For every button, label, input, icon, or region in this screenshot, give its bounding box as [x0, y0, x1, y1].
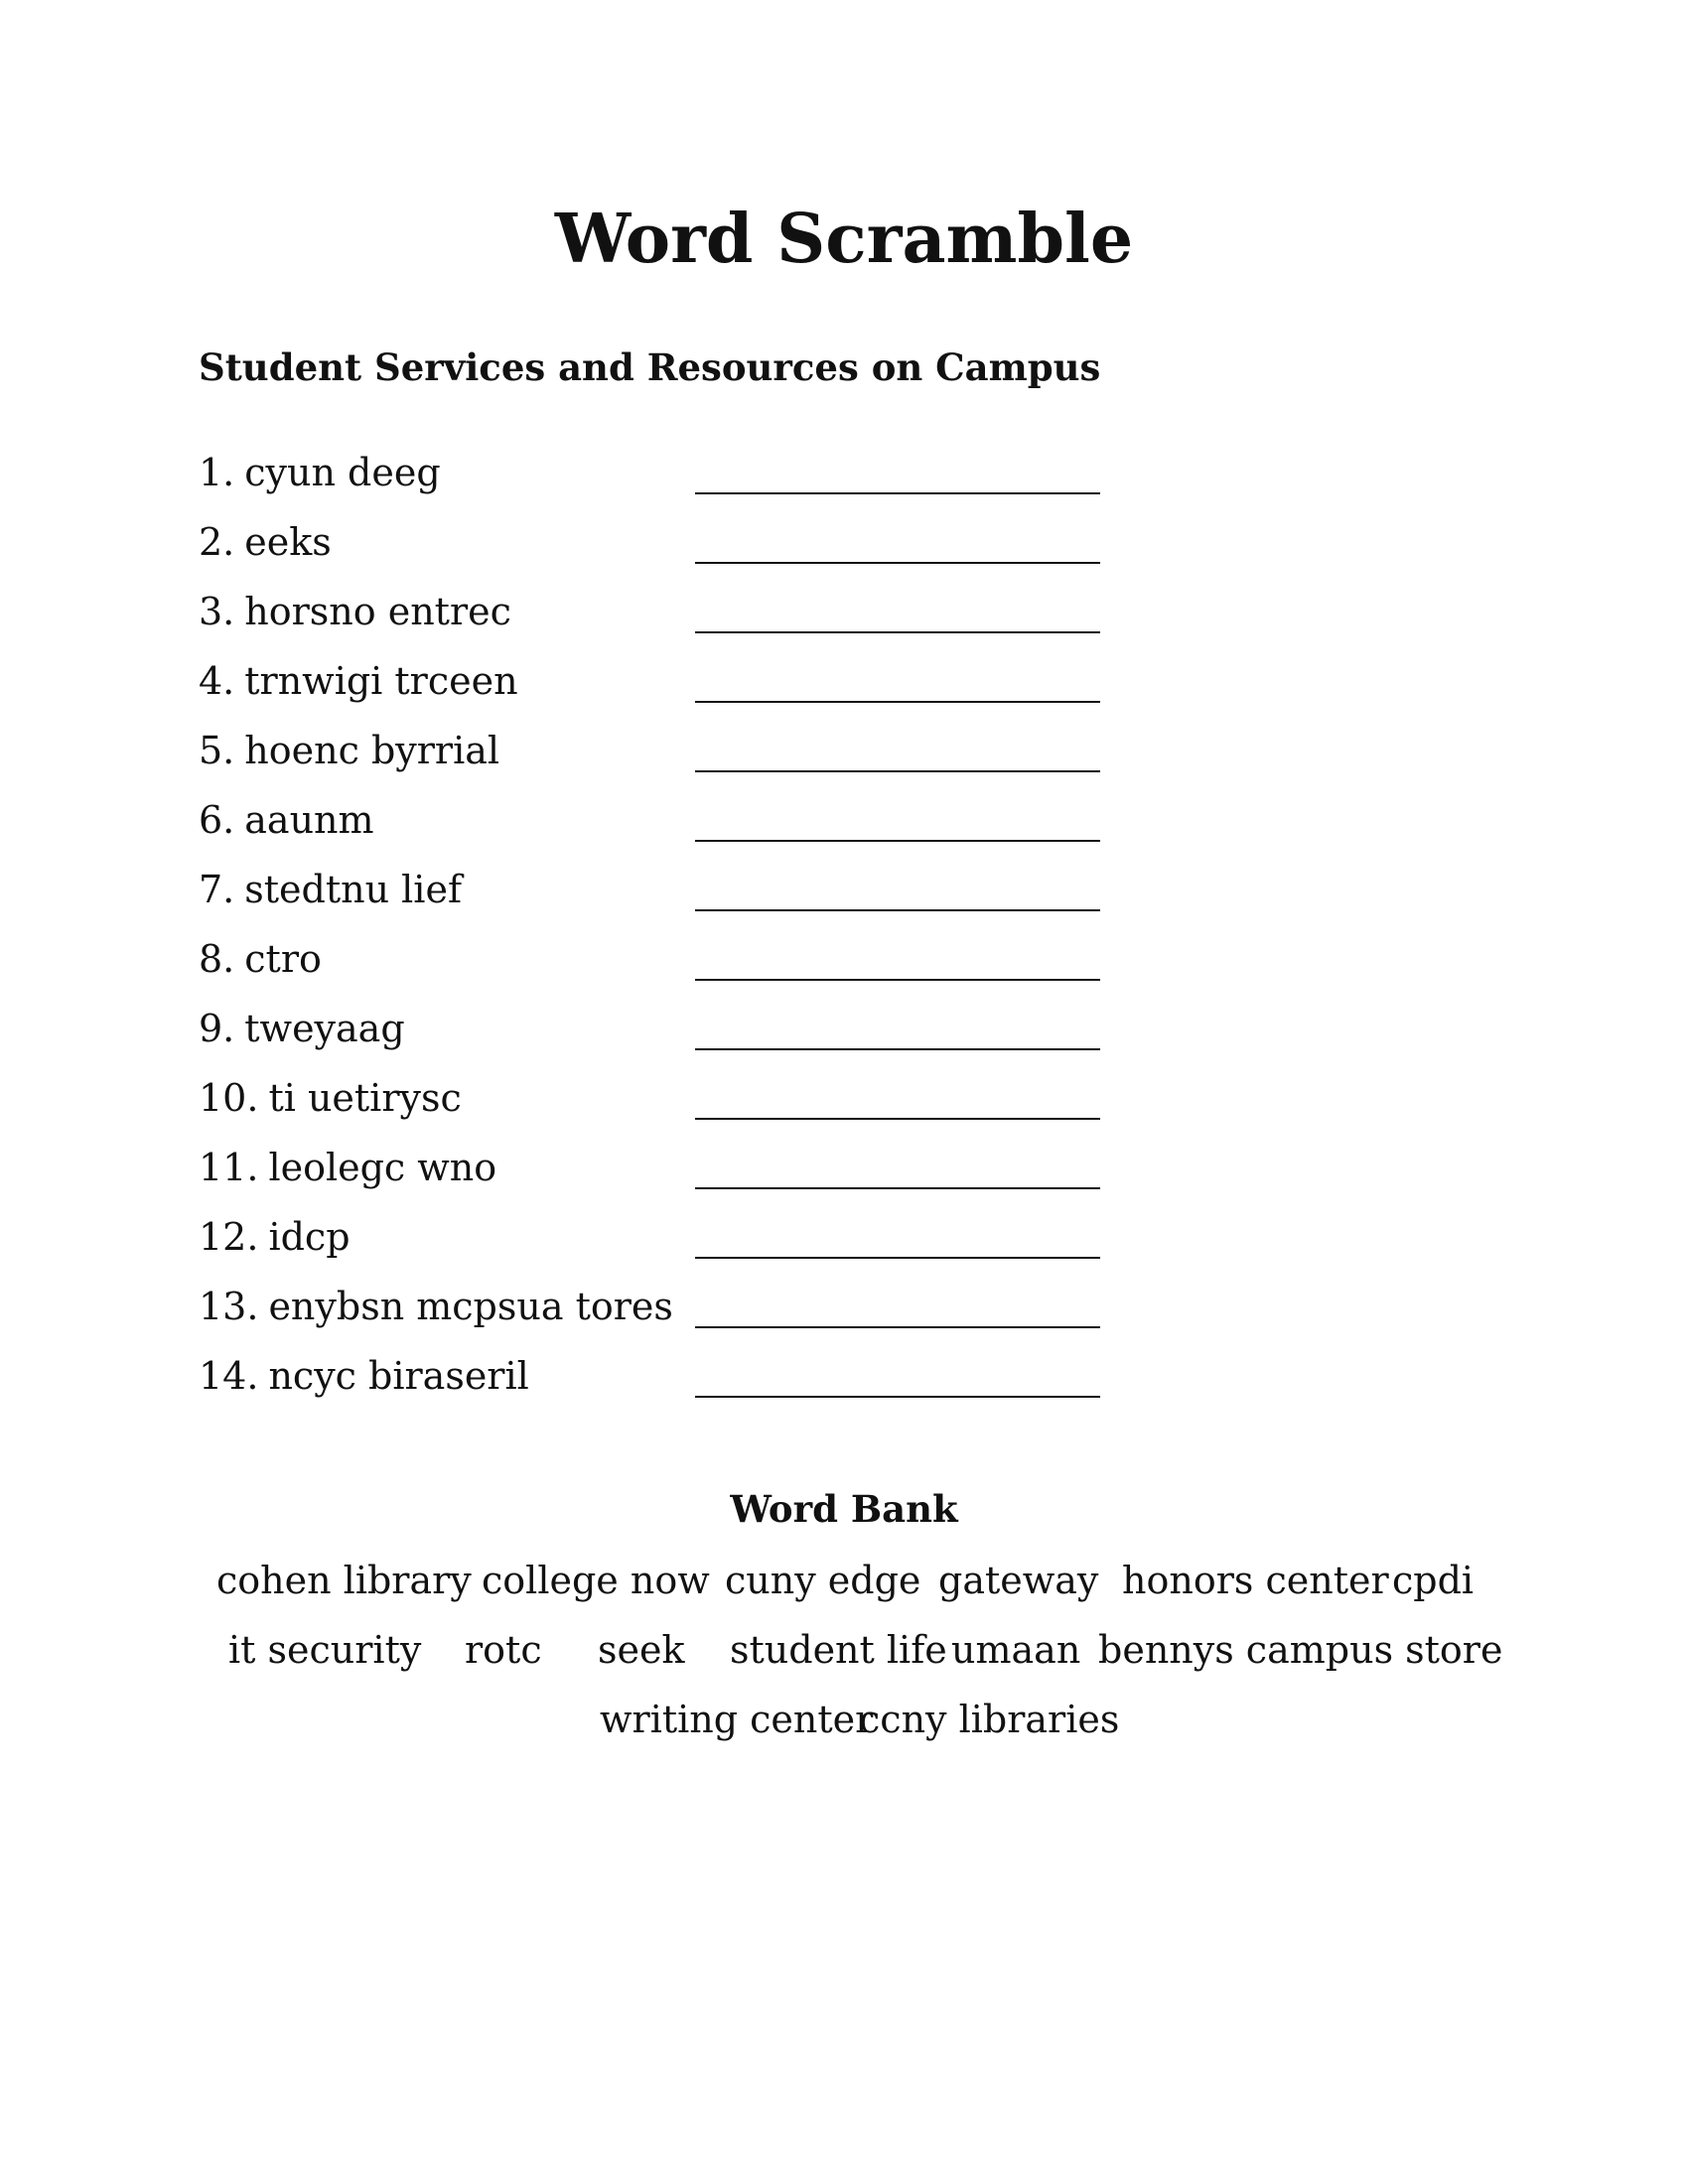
- scramble-number: 5.: [199, 729, 235, 772]
- scramble-number: 2.: [199, 520, 235, 564]
- scramble-row-8: [199, 931, 1102, 1001]
- scrambled-word: eeks: [244, 520, 332, 564]
- scrambled-word: trnwigi trceen: [244, 659, 518, 703]
- scramble-number: 9.: [199, 1007, 235, 1050]
- scrambled-word: hoenc byrrial: [244, 729, 500, 772]
- answer-blank-11[interactable]: [695, 1187, 1100, 1189]
- scramble-number: 12.: [199, 1215, 259, 1259]
- scramble-number: 10.: [199, 1076, 259, 1120]
- scramble-row-2: [199, 514, 1102, 584]
- word-bank-term: bennys campus store: [1098, 1628, 1503, 1672]
- answer-blank-3[interactable]: [695, 631, 1100, 633]
- answer-blank-13[interactable]: [695, 1326, 1100, 1328]
- scramble-row-12: [199, 1209, 1102, 1279]
- word-bank-term: writing center: [600, 1698, 874, 1741]
- scrambled-word: stedtnu lief: [244, 868, 463, 911]
- scrambled-word: ncyc biraseril: [268, 1354, 529, 1398]
- word-bank-term: ccny libraries: [859, 1698, 1120, 1741]
- word-bank-term: student life: [730, 1628, 947, 1672]
- scramble-row-5: [199, 723, 1102, 792]
- scramble-number: 7.: [199, 868, 235, 911]
- scrambled-word: leolegc wno: [268, 1146, 497, 1189]
- scrambled-word: ti uetirysc: [268, 1076, 462, 1120]
- answer-blank-5[interactable]: [695, 770, 1100, 772]
- word-bank-term: honors center: [1122, 1559, 1389, 1602]
- scrambled-word: tweyaag: [244, 1007, 405, 1050]
- answer-blank-7[interactable]: [695, 909, 1100, 911]
- scrambled-word: idcp: [268, 1215, 351, 1259]
- scramble-row-1: [199, 445, 1102, 514]
- page-title: Word Scramble: [554, 200, 1134, 279]
- scramble-number: 11.: [199, 1146, 259, 1189]
- scramble-list: [199, 445, 1102, 1418]
- scramble-number: 6.: [199, 798, 235, 842]
- answer-blank-1[interactable]: [695, 492, 1100, 494]
- word-bank-term: cohen library: [216, 1559, 472, 1602]
- scramble-row-14: [199, 1348, 1102, 1418]
- scrambled-word: ctro: [244, 937, 322, 981]
- word-bank-term: it security: [228, 1628, 422, 1672]
- word-bank-term: cpdi: [1392, 1559, 1475, 1602]
- answer-blank-14[interactable]: [695, 1396, 1100, 1398]
- scramble-row-7: [199, 862, 1102, 931]
- scrambled-word: aaunm: [244, 798, 374, 842]
- answer-blank-12[interactable]: [695, 1257, 1100, 1259]
- scramble-number: 4.: [199, 659, 235, 703]
- scramble-number: 3.: [199, 590, 235, 633]
- scrambled-word: horsno entrec: [244, 590, 511, 633]
- word-bank-term: college now: [482, 1559, 710, 1602]
- scrambled-word: enybsn mcpsua tores: [268, 1285, 673, 1328]
- scramble-row-11: [199, 1140, 1102, 1209]
- scramble-number: 13.: [199, 1285, 259, 1328]
- scramble-number: 8.: [199, 937, 235, 981]
- word-bank-term: cuny edge: [725, 1559, 921, 1602]
- answer-blank-6[interactable]: [695, 840, 1100, 842]
- scramble-row-3: [199, 584, 1102, 653]
- scramble-number: 1.: [199, 451, 235, 494]
- scrambled-word: cyun deeg: [244, 451, 441, 494]
- scramble-row-13: [199, 1279, 1102, 1348]
- answer-blank-9[interactable]: [695, 1048, 1100, 1050]
- scramble-row-4: [199, 653, 1102, 723]
- scramble-row-10: [199, 1070, 1102, 1140]
- scramble-row-6: [199, 792, 1102, 862]
- section-subtitle: Student Services and Resources on Campus: [199, 345, 1101, 389]
- scramble-row-9: [199, 1001, 1102, 1070]
- answer-blank-8[interactable]: [695, 979, 1100, 981]
- word-bank-term: gateway: [938, 1559, 1099, 1602]
- answer-blank-10[interactable]: [695, 1118, 1100, 1120]
- answer-blank-4[interactable]: [695, 701, 1100, 703]
- word-bank-term: seek: [598, 1628, 685, 1672]
- scramble-number: 14.: [199, 1354, 259, 1398]
- answer-blank-2[interactable]: [695, 562, 1100, 564]
- word-bank-title: Word Bank: [730, 1487, 958, 1531]
- word-bank-term: rotc: [465, 1628, 542, 1672]
- word-bank-term: umaan: [951, 1628, 1081, 1672]
